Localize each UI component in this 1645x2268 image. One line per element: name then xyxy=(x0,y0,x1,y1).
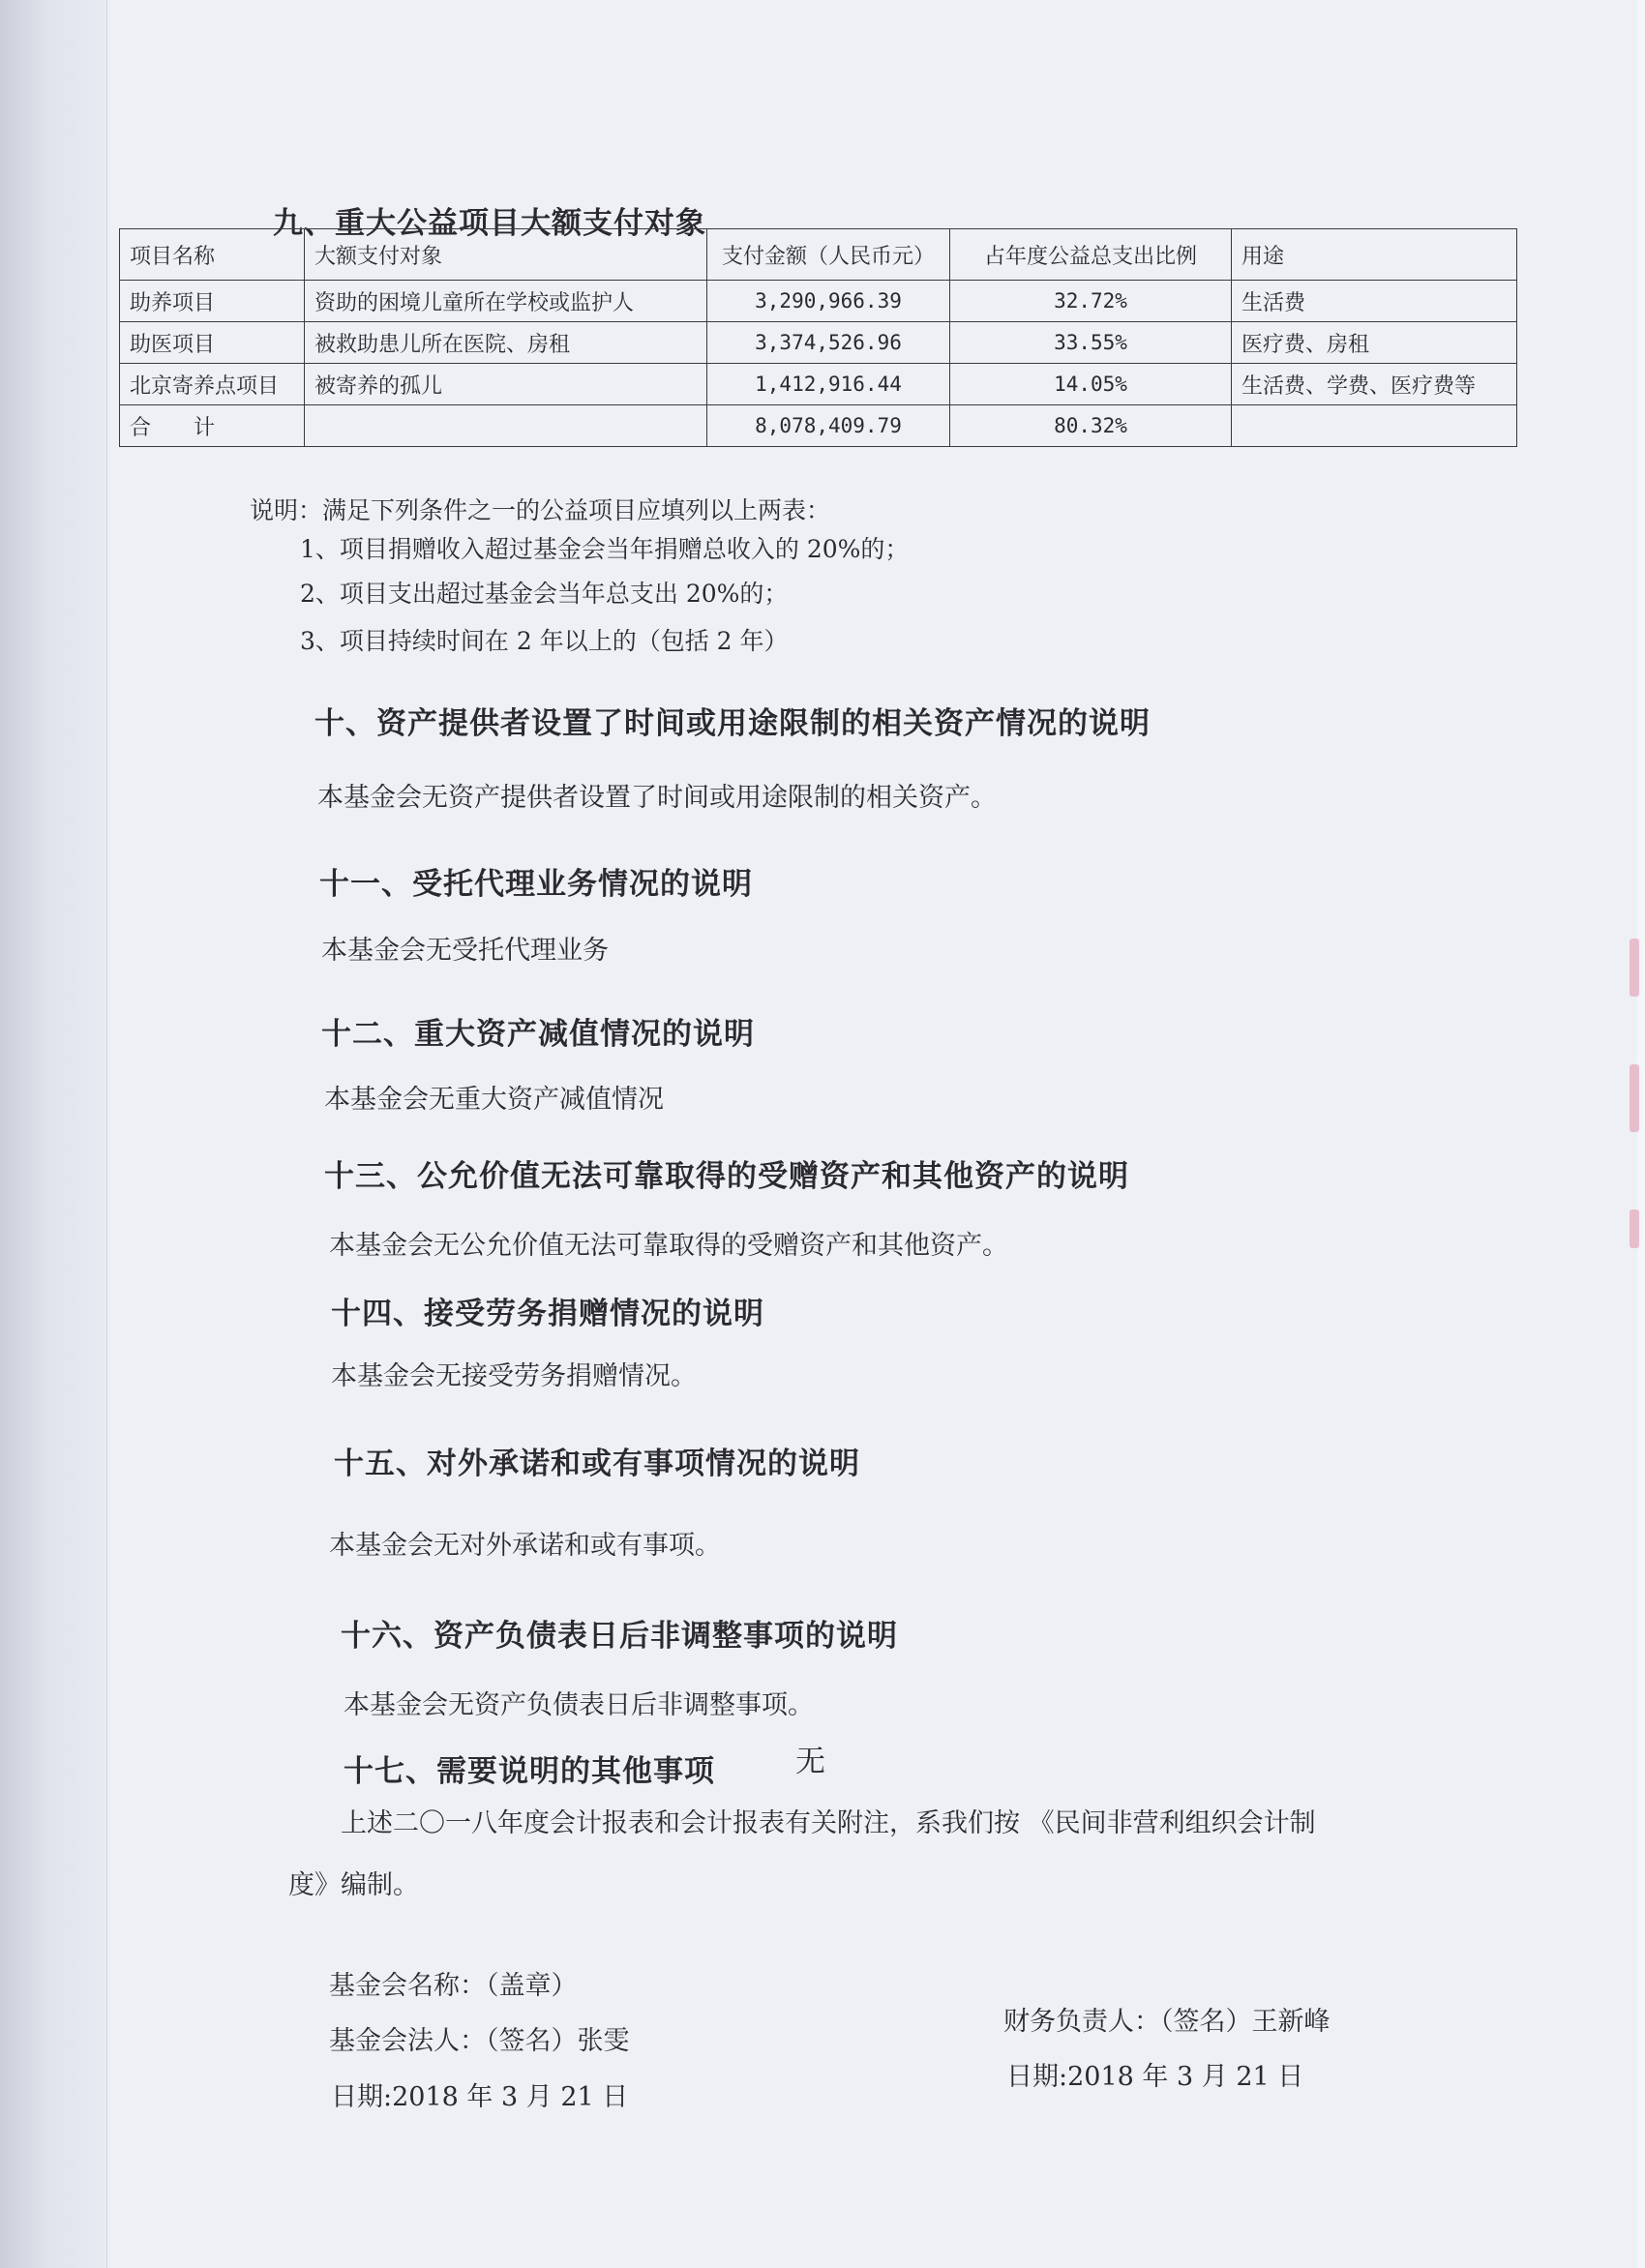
signature-date-right: 日期:2018 年 3 月 21 日 xyxy=(1006,2062,1304,2092)
section-11-title: 十一、受托代理业务情况的说明 xyxy=(319,867,753,902)
cell-project: 助医项目 xyxy=(120,322,305,364)
section-10-body: 本基金会无资产提供者设置了时间或用途限制的相关资产。 xyxy=(317,783,997,813)
closing-line-2: 度》编制。 xyxy=(288,1870,419,1900)
section-12-body: 本基金会无重大资产减值情况 xyxy=(324,1085,664,1115)
cell-amount: 8,078,409.79 xyxy=(707,405,950,447)
cell-purpose: 生活费 xyxy=(1232,281,1517,322)
page-edge xyxy=(1637,0,1645,2268)
header-project: 项目名称 xyxy=(120,229,305,281)
section-17-title: 十七、需要说明的其他事项 xyxy=(344,1754,715,1789)
cell-purpose: 医疗费、房租 xyxy=(1232,322,1517,364)
section-17-value: 无 xyxy=(795,1745,826,1779)
table-row xyxy=(120,364,1517,405)
signature-finance-head: 财务负责人：（签名）王新峰 xyxy=(1003,2007,1331,2037)
section-11-body: 本基金会无受托代理业务 xyxy=(321,936,609,966)
closing-line-1: 上述二〇一八年度会计报表和会计报表有关附注，系我们按 《民间非营利组织会计制 xyxy=(341,1808,1316,1838)
cell-payee: 被寄养的孤儿 xyxy=(305,364,707,405)
cell-amount: 1,412,916.44 xyxy=(707,364,950,405)
header-purpose: 用途 xyxy=(1232,229,1517,281)
table-note-item: 3、项目持续时间在 2 年以上的（包括 2 年） xyxy=(300,627,789,655)
section-15-body: 本基金会无对外承诺和或有事项。 xyxy=(329,1531,721,1561)
header-ratio: 占年度公益总支出比例 xyxy=(950,229,1232,281)
signature-org-name: 基金会名称：（盖章） xyxy=(329,1971,578,2001)
cell-payee: 被救助患儿所在医院、房租 xyxy=(305,322,707,364)
signature-date-left: 日期:2018 年 3 月 21 日 xyxy=(331,2082,629,2112)
cell-purpose xyxy=(1232,405,1517,447)
seal-edge-mark xyxy=(1630,1209,1639,1248)
section-13-body: 本基金会无公允价值无法可靠取得的受赠资产和其他资产。 xyxy=(329,1231,1008,1261)
table-note-item: 1、项目捐赠收入超过基金会当年捐赠总收入的 20%的； xyxy=(300,535,910,563)
section-14-body: 本基金会无接受劳务捐赠情况。 xyxy=(331,1361,697,1391)
seal-edge-mark xyxy=(1630,939,1639,997)
cell-ratio: 32.72% xyxy=(950,281,1232,322)
cell-payee: 资助的困境儿童所在学校或监护人 xyxy=(305,281,707,322)
header-amount: 支付金额（人民币元） xyxy=(707,229,950,281)
cell-project: 北京寄养点项目 xyxy=(120,364,305,405)
cell-ratio: 33.55% xyxy=(950,322,1232,364)
cell-purpose: 生活费、学费、医疗费等 xyxy=(1232,364,1517,405)
section-9-title: 九、重大公益项目大额支付对象 xyxy=(273,206,706,241)
section-14-title: 十四、接受劳务捐赠情况的说明 xyxy=(331,1297,764,1331)
cell-amount: 3,290,966.39 xyxy=(707,281,950,322)
cell-project: 合 计 xyxy=(120,405,305,447)
cell-project: 助养项目 xyxy=(120,281,305,322)
table-row xyxy=(120,281,1517,322)
header-payee: 大额支付对象 xyxy=(305,229,707,281)
table-header-row xyxy=(120,229,1517,281)
section-16-title: 十六、资产负债表日后非调整事项的说明 xyxy=(341,1619,898,1654)
cell-amount: 3,374,526.96 xyxy=(707,322,950,364)
seal-edge-mark xyxy=(1630,1064,1639,1132)
section-12-title: 十二、重大资产减值情况的说明 xyxy=(321,1017,755,1052)
cell-ratio: 80.32% xyxy=(950,405,1232,447)
table-row xyxy=(120,322,1517,364)
section-13-title: 十三、公允价值无法可靠取得的受赠资产和其他资产的说明 xyxy=(324,1159,1129,1194)
table-note-item: 2、项目支出超过基金会当年总支出 20%的； xyxy=(300,580,789,608)
section-16-body: 本基金会无资产负债表日后非调整事项。 xyxy=(344,1690,814,1720)
cell-payee xyxy=(305,405,707,447)
table-note-title: 说明：满足下列条件之一的公益项目应填列以上两表： xyxy=(250,496,831,524)
cell-ratio: 14.05% xyxy=(950,364,1232,405)
book-binding-shadow xyxy=(0,0,107,2268)
signature-legal-rep: 基金会法人：（签名）张雯 xyxy=(329,2026,630,2056)
table-total-row xyxy=(120,405,1517,447)
section-10-title: 十、资产提供者设置了时间或用途限制的相关资产情况的说明 xyxy=(314,706,1151,741)
section-15-title: 十五、对外承诺和或有事项情况的说明 xyxy=(334,1447,860,1481)
payment-table xyxy=(119,228,1517,447)
